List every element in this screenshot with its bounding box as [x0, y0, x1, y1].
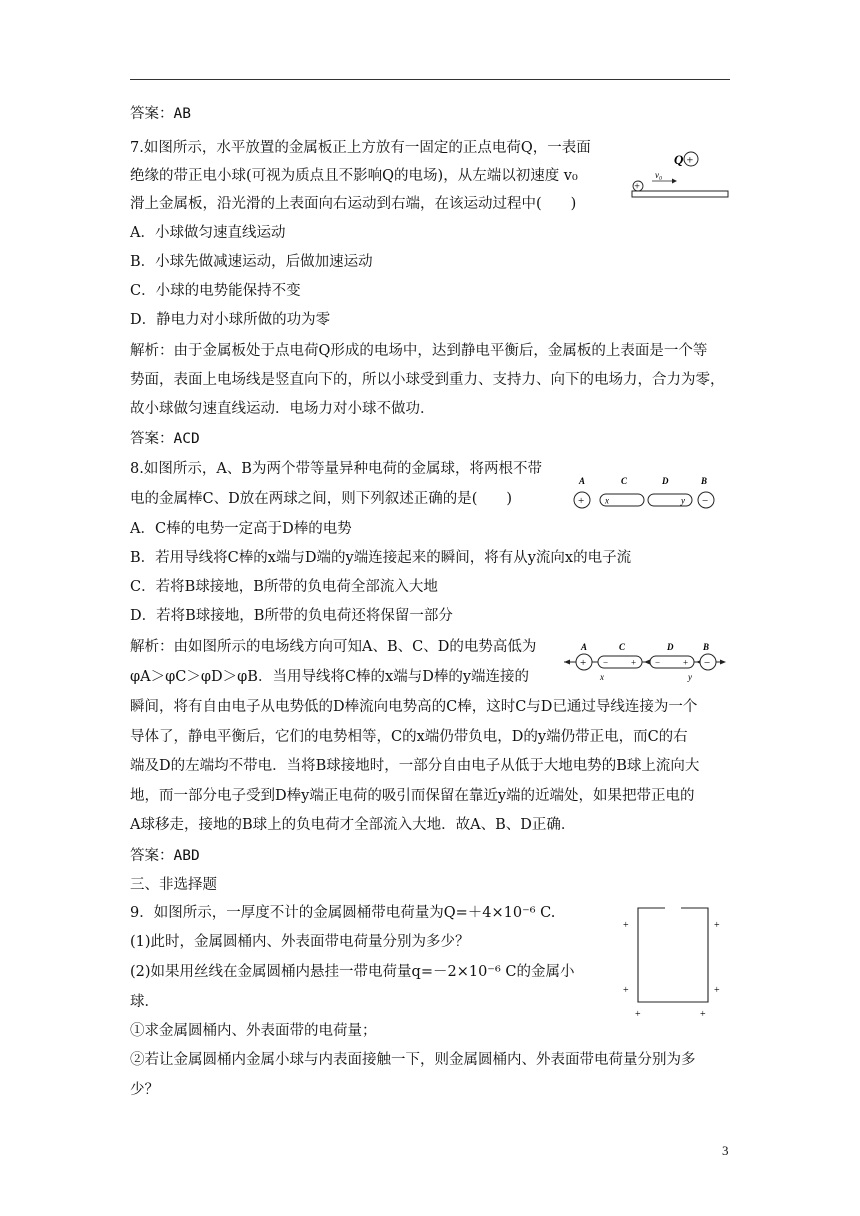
- label-d: D: [662, 476, 669, 486]
- q8-analysis-line4: 导体了，静电平衡后，它们的电势相等，C的x端仍带负电，D的y端仍带正电，而C的右: [130, 729, 688, 745]
- q7-figure: [622, 145, 732, 205]
- q7-stem-line1: 7.如图所示，水平放置的金属板正上方放有一固定的正点电荷Q，一表面: [130, 140, 591, 156]
- fig2-rod-c-minus: −: [603, 657, 609, 668]
- q8-figure-2: [560, 638, 730, 684]
- field-arrow-left: [564, 660, 570, 665]
- charge-bottom-right: +: [700, 1009, 706, 1020]
- q8-analysis-line5: 端及D的左端均不带电．当将B球接地时，一部分自由电子从低于大地电势的B球上流向大: [130, 758, 700, 774]
- section-heading: 三、非选择题: [130, 877, 217, 893]
- fig2-label-d: D: [667, 642, 674, 652]
- charge-bottom-left: +: [635, 1009, 641, 1020]
- q6-answer: 答案：AB: [130, 106, 191, 122]
- fig2-rod-d-minus: −: [655, 657, 661, 668]
- fig2-rod-d-plus: +: [683, 657, 689, 668]
- header-rule: [130, 79, 730, 80]
- label-c: C: [621, 476, 628, 486]
- q7-option-a: A．小球做匀速直线运动: [130, 225, 286, 241]
- charge-right-bottom: +: [714, 985, 720, 996]
- q9-part2-line2: 球．: [130, 994, 159, 1010]
- q9-part2-line1: (2)如果用丝线在金属圆桶内悬挂一带电荷量q=－2×10⁻⁶ C的金属小: [130, 964, 575, 980]
- charge-left-top: +: [623, 920, 629, 931]
- fig2-label-b: B: [703, 642, 710, 652]
- metal-plate: [632, 191, 728, 197]
- q7-fig-q-label: Q: [674, 152, 684, 167]
- q7-fig-plus-ball: +: [634, 181, 640, 193]
- fig2-y-label: y: [688, 672, 692, 682]
- q9-figure: [618, 900, 728, 1020]
- q8-analysis-line1: 解析：由如图所示的电场线方向可知A、B、C、D的电势高低为: [130, 639, 537, 655]
- rod-d-y: y: [681, 495, 685, 506]
- q8-option-c: C．若将B球接地，B所带的负电荷全部流入大地: [130, 579, 438, 595]
- q7-fig-v-label: v₀: [655, 170, 663, 180]
- q8-analysis-line6: 地，而一部分电子受到D棒y端正电荷的吸引而保留在靠近y端的近端处，如果把带正电的: [130, 788, 695, 804]
- field-arrow-right: [720, 660, 726, 665]
- q7-fig-plus-q: +: [686, 152, 694, 167]
- metal-cylinder: [638, 908, 708, 1002]
- q8-analysis-line2: φA＞φC＞φD＞φB．当用导线将C棒的x端与D棒的y端连接的: [130, 669, 530, 685]
- ball-a-sign: +: [578, 495, 585, 507]
- q8-figure-1: [570, 474, 720, 514]
- charge-left-bottom: +: [623, 985, 629, 996]
- fig2-x-label: x: [600, 672, 604, 682]
- q8-analysis-line3: 瞬间，将有自由电子从电势低的D棒流向电势高的C棒，这时C与D已通过导线连接为一个: [130, 699, 698, 715]
- q7-analysis-line3: 故小球做匀速直线运动．电场力对小球不做功．: [130, 401, 435, 417]
- page-number: 3: [722, 1143, 729, 1158]
- fig2-label-a: A: [581, 642, 588, 652]
- q8-stem-line2: 电的金属棒C、D放在两球之间，则下列叙述正确的是( ): [130, 491, 513, 507]
- q7-answer: 答案：ACD: [130, 431, 200, 447]
- q7-option-b: B．小球先做减速运动，后做加速运动: [130, 254, 373, 270]
- q8-option-a: A．C棒的电势一定高于D棒的电势: [130, 521, 352, 537]
- q9-stem: 9．如图所示，一厚度不计的金属圆桶带电荷量为Q=＋4×10⁻⁶ C.: [130, 905, 556, 921]
- q9-part1: (1)此时，金属圆桶内、外表面带电荷量分别为多少？: [130, 934, 470, 950]
- q8-analysis-line7: A球移走，接地的B球上的负电荷才全部流入大地．故A、B、D正确．: [130, 817, 576, 833]
- label-a: A: [579, 476, 586, 486]
- q7-analysis-line2: 势面，表面上电场线是竖直向下的，所以小球受到重力、支持力、向下的电场力，合力为零，: [130, 372, 725, 388]
- q7-analysis-line1: 解析：由于金属板处于点电荷Q形成的电场中，达到静电平衡后，金属板的上表面是一个等: [130, 343, 708, 359]
- q7-option-d: D．静电力对小球所做的功为零: [130, 312, 331, 328]
- fig2-ball-a-sign: +: [580, 657, 587, 669]
- velocity-arrow-head: [672, 179, 677, 184]
- fig2-rod-c-plus: +: [631, 657, 637, 668]
- q9-sub2-line1: ②若让金属圆桶内金属小球与内表面接触一下，则金属圆桶内、外表面带电荷量分别为多: [130, 1052, 696, 1068]
- q9-sub2-line2: 少？: [130, 1082, 159, 1098]
- rod-d: [648, 494, 692, 506]
- q8-answer: 答案：ABD: [130, 848, 200, 864]
- q7-option-c: C．小球的电势能保持不变: [130, 283, 301, 299]
- fig2-ball-b-sign: −: [704, 657, 711, 669]
- fig2-label-c: C: [619, 642, 626, 652]
- q8-option-b: B．若用导线将C棒的x端与D端的y端连接起来的瞬间，将有从y流向x的电子流: [130, 550, 632, 566]
- field-arrow-mid1: [644, 660, 650, 665]
- q7-stem-line2: 绝缘的带正电小球(可视为质点且不影响Q的电场)，从左端以初速度 v₀: [130, 168, 578, 184]
- q8-option-d: D．若将B球接地，B所带的负电荷还将保留一部分: [130, 608, 453, 624]
- q7-stem-line3: 滑上金属板，沿光滑的上表面向右运动到右端，在该运动过程中( ): [130, 196, 577, 212]
- q9-sub1: ①求金属圆桶内、外表面带的电荷量；: [130, 1023, 377, 1039]
- label-b: B: [701, 476, 708, 486]
- charge-right-top: +: [714, 920, 720, 931]
- q8-stem-line1: 8.如图所示，A、B为两个带等量异种电荷的金属球，将两根不带: [130, 461, 542, 477]
- ball-b-sign: −: [702, 495, 709, 507]
- rod-c-x: x: [605, 495, 609, 506]
